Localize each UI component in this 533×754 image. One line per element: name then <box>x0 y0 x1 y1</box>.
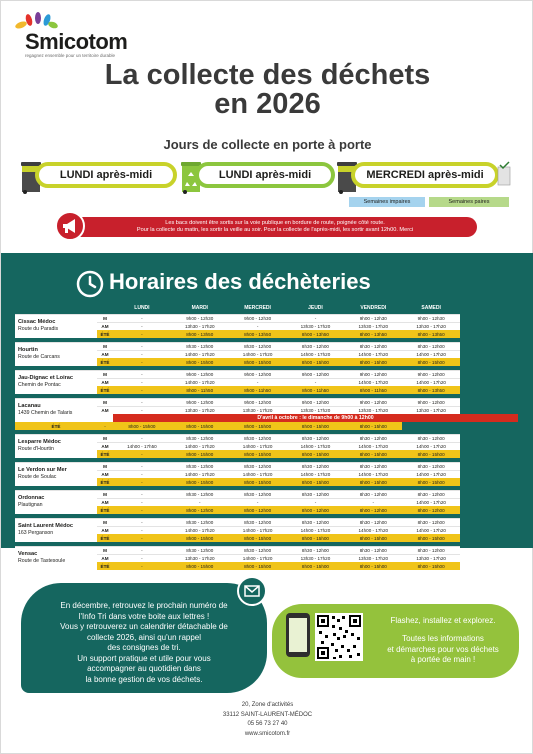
table-row <box>15 434 518 442</box>
hours-cell: 14h00 - 17h20 <box>229 350 287 358</box>
odd-weeks-label: Semaines impaires <box>349 197 425 207</box>
slot-label: AM <box>97 526 113 534</box>
hours-cell: 8h30 - 12h00 <box>402 518 460 526</box>
hours-cell: - <box>113 534 171 542</box>
hours-cell: - <box>113 462 171 470</box>
table-row <box>15 314 518 322</box>
hours-cell: 8h00 - 12h00 <box>402 506 460 514</box>
hours-cell: 8h00 - 15h00 <box>402 478 460 486</box>
info-tri-box <box>21 583 267 693</box>
hours-cell: 13h30 - 17h20 <box>287 322 345 330</box>
sunday-opening-note: D'avril à octobre : le dimanche de 9h00 à 12h00 <box>113 414 518 422</box>
hours-cell: - <box>229 322 287 330</box>
slot-label: M <box>97 314 113 322</box>
day-header: VENDREDI <box>360 304 387 311</box>
mail-icon <box>237 576 267 606</box>
hours-cell: 8h30 - 12h00 <box>287 546 345 554</box>
hours-cell: 8h30 - 12h00 <box>344 342 402 350</box>
hours-cell: 8h30 - 12h00 <box>229 518 287 526</box>
hours-cell: 8h30 - 12h00 <box>402 462 460 470</box>
info-tri-line: Vous y retrouverez un calendrier détachable de <box>60 622 228 631</box>
footer-phone: 05 56 73 27 40 <box>247 721 288 727</box>
hours-cell: 8h30 - 12h00 <box>287 342 345 350</box>
hours-cell: 8h30 - 12h00 <box>344 546 402 554</box>
hours-cell: 8h30 - 12h00 <box>229 342 287 350</box>
hours-cell: 14h00 - 17h20 <box>171 378 229 386</box>
hours-cell: - <box>113 562 171 570</box>
hours-cell: - <box>113 314 171 322</box>
hours-cell: 14h00 - 17h20 <box>344 350 402 358</box>
site-name: Ordonnac <box>18 495 45 502</box>
day-header: JEUDI <box>308 304 323 311</box>
slot-label: ÉTÉ <box>97 330 113 338</box>
hours-cell: 8h00 - 13h50 <box>171 330 229 338</box>
site-address: Route d'Hourtin <box>18 446 54 453</box>
info-tri-line: collecte 2026, ainsi qu'un rappel <box>86 632 202 642</box>
hours-cell: 9h00 - 12h00 <box>229 370 287 378</box>
hours-cell: 14h00 - 17h20 <box>344 442 402 450</box>
hours-cell: 8h00 - 15h00 <box>344 422 402 430</box>
hours-cell: - <box>113 370 171 378</box>
hours-cell: 9h00 - 12h00 <box>171 370 229 378</box>
hours-cell: - <box>113 518 171 526</box>
site-cell <box>15 314 97 338</box>
slot-label: AM <box>97 322 113 330</box>
hours-cell: 13h30 - 17h20 <box>344 406 402 414</box>
site-name: Cissac Médoc <box>18 319 56 326</box>
slot-label: AM <box>97 350 113 358</box>
hours-cell: 8h00 - 15h00 <box>229 450 287 458</box>
table-row <box>15 518 518 526</box>
hours-cell: - <box>97 422 113 430</box>
hours-cell: 8h00 - 15h00 <box>344 478 402 486</box>
hours-cell: 14h00 - 17h20 <box>287 470 345 478</box>
day-header: SAMEDI <box>421 304 441 311</box>
brand-tagline: regagnez ensemble pour un territoire durable <box>25 53 116 58</box>
hours-cell: 8h00 - 15h00 <box>171 450 229 458</box>
slot-label: AM <box>97 554 113 562</box>
hours-cell: - <box>113 350 171 358</box>
hours-cell: 14h00 - 17h20 <box>344 526 402 534</box>
brand-name: Smicotom <box>25 29 128 54</box>
slot-label: AM <box>97 378 113 386</box>
footer-line-2: 33112 SAINT-LAURENT-MÉDOC <box>222 711 313 718</box>
hours-cell: 8h00 - 15h00 <box>171 422 229 430</box>
hours-cell: 8h30 - 12h00 <box>344 434 402 442</box>
table-row <box>15 398 518 406</box>
hours-cell: 14h00 - 17h20 <box>402 350 460 358</box>
info-tri-line: En décembre, retrouvez le prochain numéro de <box>60 601 228 610</box>
hours-cell: 8h00 - 15h00 <box>229 422 287 430</box>
hours-cell: 8h00 - 15h00 <box>287 562 345 570</box>
hours-cell: 13h30 - 17h20 <box>344 322 402 330</box>
app-promo-line-2: Toutes les informations <box>402 634 484 643</box>
hours-cell: 8h30 - 12h00 <box>171 342 229 350</box>
site-name: Jau-Dignac et Loirac <box>18 375 74 382</box>
hours-cell: 14h00 - 17h20 <box>402 526 460 534</box>
logo-petals-icon <box>11 11 59 31</box>
hours-cell: - <box>229 378 287 386</box>
pickup-day-1: LUNDI après-midi <box>35 162 177 188</box>
smartphone-screen <box>289 618 307 652</box>
slot-label: M <box>97 490 113 498</box>
hours-cell: 14h00 - 17h20 <box>171 526 229 534</box>
hours-cell: 8h00 - 15h00 <box>344 358 402 366</box>
title-line-1: La collecte des déchets <box>104 59 431 91</box>
hours-cell: - <box>113 498 171 506</box>
recycling-centres-title: Horaires des déchèteries <box>109 269 371 294</box>
hours-cell: 14h00 - 17h20 <box>229 526 287 534</box>
hours-cell: - <box>113 434 171 442</box>
hours-cell: - <box>113 406 171 414</box>
qr-code[interactable] <box>315 613 363 661</box>
hours-cell: - <box>113 554 171 562</box>
slot-label: M <box>97 342 113 350</box>
hours-cell: - <box>287 498 345 506</box>
hours-cell: 8h30 - 12h00 <box>229 462 287 470</box>
slot-label: ÉTÉ <box>97 506 113 514</box>
hours-cell: 8h00 - 11h50 <box>229 386 287 394</box>
site-cell <box>15 518 97 542</box>
hours-cell: - <box>171 498 229 506</box>
hours-cell: 9h00 - 12h00 <box>229 398 287 406</box>
hours-cell: 8h00 - 15h00 <box>344 450 402 458</box>
hours-cell: 8h30 - 12h00 <box>171 462 229 470</box>
day-header: MERCREDI <box>244 304 271 311</box>
hours-cell: 8h00 - 13h50 <box>402 330 460 338</box>
hours-cell: - <box>113 322 171 330</box>
hours-cell: 8h00 - 12h00 <box>171 506 229 514</box>
app-promo-line-1: Flashez, installez et explorez. <box>390 616 496 625</box>
hours-cell: 14h00 - 17h20 <box>287 526 345 534</box>
hours-cell: - <box>113 398 171 406</box>
opening-hours-table <box>15 302 518 574</box>
slot-label: M <box>97 434 113 442</box>
hours-cell: 14h00 - 17h20 <box>171 442 229 450</box>
hours-cell: - <box>113 358 171 366</box>
slot-label: AM <box>97 406 113 414</box>
hours-cell: 14h00 - 17h20 <box>402 378 460 386</box>
pickup-day-2: LUNDI après-midi <box>195 162 335 188</box>
hours-cell: 8h30 - 12h00 <box>402 434 460 442</box>
hours-cell: 9h00 - 12h00 <box>287 398 345 406</box>
slot-label: M <box>97 462 113 470</box>
site-address: Chemin de Pontac <box>18 382 61 389</box>
hours-cell: 8h30 - 12h00 <box>171 434 229 442</box>
slot-label: ÉTÉ <box>15 422 97 430</box>
table-row <box>15 342 518 350</box>
slot-label: M <box>97 518 113 526</box>
hours-cell: 14h00 - 17h20 <box>344 470 402 478</box>
hours-cell: 8h00 - 15h00 <box>229 478 287 486</box>
glass-container-icon <box>497 161 511 187</box>
hours-cell: 9h00 - 12h00 <box>344 398 402 406</box>
hours-cell: 8h00 - 12h00 <box>344 506 402 514</box>
hours-cell: 13h30 - 17h20 <box>287 406 345 414</box>
site-name: Vensac <box>18 551 38 558</box>
site-address: 1439 Chemin de Talaris <box>18 410 73 417</box>
clock-icon <box>75 269 105 299</box>
hours-cell: 8h00 - 11h50 <box>344 386 402 394</box>
hours-cell: 8h00 - 15h00 <box>402 562 460 570</box>
hours-cell: 8h30 - 12h00 <box>344 518 402 526</box>
hours-cell: 8h00 - 15h00 <box>229 562 287 570</box>
footer-website-link[interactable]: www.smicotom.fr <box>244 730 291 737</box>
footer-line-1: 20, Zone d'activités <box>241 702 294 708</box>
site-name: Le Verdon sur Mer <box>18 467 67 474</box>
hours-cell: - <box>287 314 345 322</box>
bin-rules-line-1: Les bacs doivent être sortis sur la voie publique en bordure de route, poignée côté route. <box>165 220 385 226</box>
hours-cell: 8h00 - 15h00 <box>287 422 345 430</box>
megaphone-icon <box>55 211 85 241</box>
slot-label: AM <box>97 470 113 478</box>
hours-cell: 14h00 - 17h20 <box>229 554 287 562</box>
hours-cell: 8h00 - 13h50 <box>229 330 287 338</box>
info-tri-line: la bonne gestion de vos déchets. <box>85 674 203 684</box>
slot-label: M <box>97 398 113 406</box>
hours-cell: 8h00 - 15h00 <box>113 422 171 430</box>
hours-cell: 8h30 - 12h00 <box>229 490 287 498</box>
table-header-row <box>15 302 518 314</box>
site-cell <box>15 490 97 514</box>
collection-subtitle: Jours de collecte en porte à porte <box>163 137 372 152</box>
hours-cell: 13h30 - 17h20 <box>287 554 345 562</box>
pickup-day-3: MERCREDI après-midi <box>351 162 499 188</box>
hours-cell: 8h30 - 12h00 <box>344 462 402 470</box>
hours-cell: 8h00 - 15h00 <box>402 450 460 458</box>
hours-cell: 8h30 - 12h00 <box>171 490 229 498</box>
slot-label: AM <box>97 498 113 506</box>
hours-cell: 8h00 - 15h00 <box>229 358 287 366</box>
hours-cell: 8h00 - 15h00 <box>287 450 345 458</box>
slot-label: ÉTÉ <box>97 562 113 570</box>
hours-cell: 8h00 - 15h00 <box>344 562 402 570</box>
app-promo-body <box>373 634 513 666</box>
slot-label: ÉTÉ <box>97 450 113 458</box>
site-name: Saint Laurent Médoc <box>18 523 74 530</box>
hours-cell: - <box>113 526 171 534</box>
hours-cell: 8h00 - 11h50 <box>171 386 229 394</box>
info-tri-line: Un support pratique et utile pour vous <box>77 653 211 663</box>
info-tri-line: l'Info Tri dans votre boite aux lettres ! <box>78 611 210 621</box>
hours-cell: 8h30 - 12h00 <box>171 518 229 526</box>
hours-cell: 14h00 - 17h20 <box>344 378 402 386</box>
site-name: Lacanau <box>18 403 41 410</box>
site-name: Hourtin <box>18 347 38 354</box>
table-row <box>15 462 518 470</box>
hours-cell: 8h00 - 13h50 <box>344 330 402 338</box>
app-promo-line-4: à portée de main ! <box>410 655 476 664</box>
hours-cell: 13h30 - 17h20 <box>402 322 460 330</box>
bin-rules-line-2: Pour la collecte du matin, les sortir la veille au soir. Pour la collecte de l'après-midi, les sortir avant 12h00. Merci <box>136 227 414 233</box>
hours-cell: - <box>229 498 287 506</box>
hours-cell: 8h30 - 12h00 <box>402 490 460 498</box>
hours-cell: 14h00 - 17h20 <box>229 442 287 450</box>
site-address: Plautignan <box>18 502 43 509</box>
app-promo-line-3: et démarches pour vos déchets <box>387 644 499 654</box>
hours-cell: 13h30 - 17h20 <box>171 322 229 330</box>
hours-cell: - <box>113 450 171 458</box>
hours-cell: 13h30 - 17h20 <box>171 406 229 414</box>
hours-cell: 14h00 - 17h20 <box>229 470 287 478</box>
day-header: LUNDI <box>134 304 150 311</box>
hours-cell: 8h30 - 12h00 <box>402 546 460 554</box>
slot-label: ÉTÉ <box>97 534 113 542</box>
hours-cell: 8h30 - 12h00 <box>229 434 287 442</box>
hours-cell: 8h00 - 13h50 <box>287 330 345 338</box>
table-row <box>15 370 518 378</box>
hours-cell: 9h00 - 12h00 <box>287 370 345 378</box>
hours-cell: - <box>113 478 171 486</box>
site-address: Route de Carcans <box>18 354 60 361</box>
hours-cell: 13h30 - 17h20 <box>229 406 287 414</box>
hours-cell: 8h00 - 15h00 <box>287 358 345 366</box>
hours-cell: 8h30 - 12h00 <box>287 518 345 526</box>
hours-cell: 8h00 - 15h00 <box>287 478 345 486</box>
hours-cell: - <box>113 342 171 350</box>
site-cell <box>15 398 97 422</box>
hours-cell: 14h00 - 17h50 <box>113 442 171 450</box>
slot-label: ÉTÉ <box>97 358 113 366</box>
site-address: Route de Soulac <box>18 474 57 481</box>
hours-cell: 8h00 - 12h00 <box>287 506 345 514</box>
hours-cell: 14h00 - 17h20 <box>171 470 229 478</box>
hours-cell: 9h00 - 12h00 <box>402 370 460 378</box>
bin-rules-banner <box>57 217 477 237</box>
hours-cell: 14h00 - 17h20 <box>402 498 460 506</box>
hours-cell: - <box>113 546 171 554</box>
hours-cell: 8h30 - 12h00 <box>287 462 345 470</box>
hours-cell: 8h30 - 12h00 <box>287 490 345 498</box>
hours-cell: 8h00 - 15h00 <box>171 358 229 366</box>
hours-cell: - <box>113 386 171 394</box>
hours-cell: 8h00 - 15h00 <box>402 534 460 542</box>
info-tri-line: des consignes de tri. <box>107 643 181 652</box>
hours-cell: 8h30 - 12h00 <box>287 434 345 442</box>
hours-cell: 9h00 - 12h30 <box>344 314 402 322</box>
hours-cell: 8h00 - 12h00 <box>229 506 287 514</box>
hours-cell: - <box>287 378 345 386</box>
site-address: Route du Paradis <box>18 326 59 333</box>
hours-cell: 14h00 - 17h20 <box>287 350 345 358</box>
hours-cell: 9h00 - 12h00 <box>402 398 460 406</box>
page-title <box>1 61 533 119</box>
slot-label: M <box>97 546 113 554</box>
hours-cell: 8h30 - 12h00 <box>229 546 287 554</box>
hours-cell: - <box>113 330 171 338</box>
hours-cell: - <box>113 490 171 498</box>
slot-label: AM <box>97 442 113 450</box>
hours-cell: 8h00 - 15h00 <box>229 534 287 542</box>
hours-cell: - <box>113 470 171 478</box>
hours-cell: 13h30 - 17h20 <box>171 554 229 562</box>
footer-address <box>1 701 533 739</box>
site-address: 163 Perganson <box>18 530 54 537</box>
site-cell <box>15 546 97 570</box>
hours-cell: 14h00 - 17h20 <box>402 442 460 450</box>
site-cell <box>15 342 97 366</box>
hours-cell: 13h30 - 17h20 <box>402 406 460 414</box>
site-cell <box>15 434 97 458</box>
info-tri-line: accompagner au quotidien dans <box>87 664 201 673</box>
title-line-2: en 2026 <box>214 88 321 120</box>
slot-label: ÉTÉ <box>97 386 113 394</box>
hours-cell: 8h00 - 15h00 <box>171 478 229 486</box>
site-name: Lesparre Médoc <box>18 439 61 446</box>
hours-cell: 8h00 - 15h00 <box>171 562 229 570</box>
hours-cell: 8h00 - 15h00 <box>402 358 460 366</box>
site-cell <box>15 462 97 486</box>
smicotom-logo <box>11 11 131 57</box>
site-cell <box>15 370 97 394</box>
hours-cell: 14h00 - 17h20 <box>287 442 345 450</box>
hours-cell: - <box>113 506 171 514</box>
hours-cell: 8h30 - 12h00 <box>171 546 229 554</box>
hours-cell: 8h30 - 12h00 <box>402 342 460 350</box>
hours-cell: 8h00 - 11h50 <box>287 386 345 394</box>
hours-cell: 14h00 - 17h20 <box>171 350 229 358</box>
hours-cell: 9h00 - 12h30 <box>171 314 229 322</box>
slot-label: M <box>97 370 113 378</box>
hours-cell: 13h30 - 17h20 <box>402 554 460 562</box>
table-row <box>15 422 518 430</box>
hours-cell: - <box>344 498 402 506</box>
hours-cell: 9h00 - 12h00 <box>171 398 229 406</box>
hours-cell: 9h00 - 12h00 <box>344 370 402 378</box>
hours-cell: 9h00 - 12h30 <box>402 314 460 322</box>
hours-cell: 14h00 - 17h20 <box>402 470 460 478</box>
hours-cell: 8h30 - 12h00 <box>344 490 402 498</box>
even-weeks-label: Semaines paires <box>429 197 509 207</box>
hours-cell: 8h00 - 13h50 <box>402 386 460 394</box>
table-row <box>15 546 518 554</box>
hours-cell: 13h30 - 17h20 <box>344 554 402 562</box>
slot-label: ÉTÉ <box>97 478 113 486</box>
day-header: MARDI <box>191 304 208 311</box>
table-row <box>15 490 518 498</box>
site-address: Route de Tastesoule <box>18 558 66 565</box>
hours-cell: 8h00 - 15h00 <box>287 534 345 542</box>
hours-cell: - <box>113 378 171 386</box>
hours-cell: 8h00 - 15h00 <box>344 534 402 542</box>
hours-cell: 8h00 - 15h00 <box>171 534 229 542</box>
hours-cell: 9h00 - 12h30 <box>229 314 287 322</box>
